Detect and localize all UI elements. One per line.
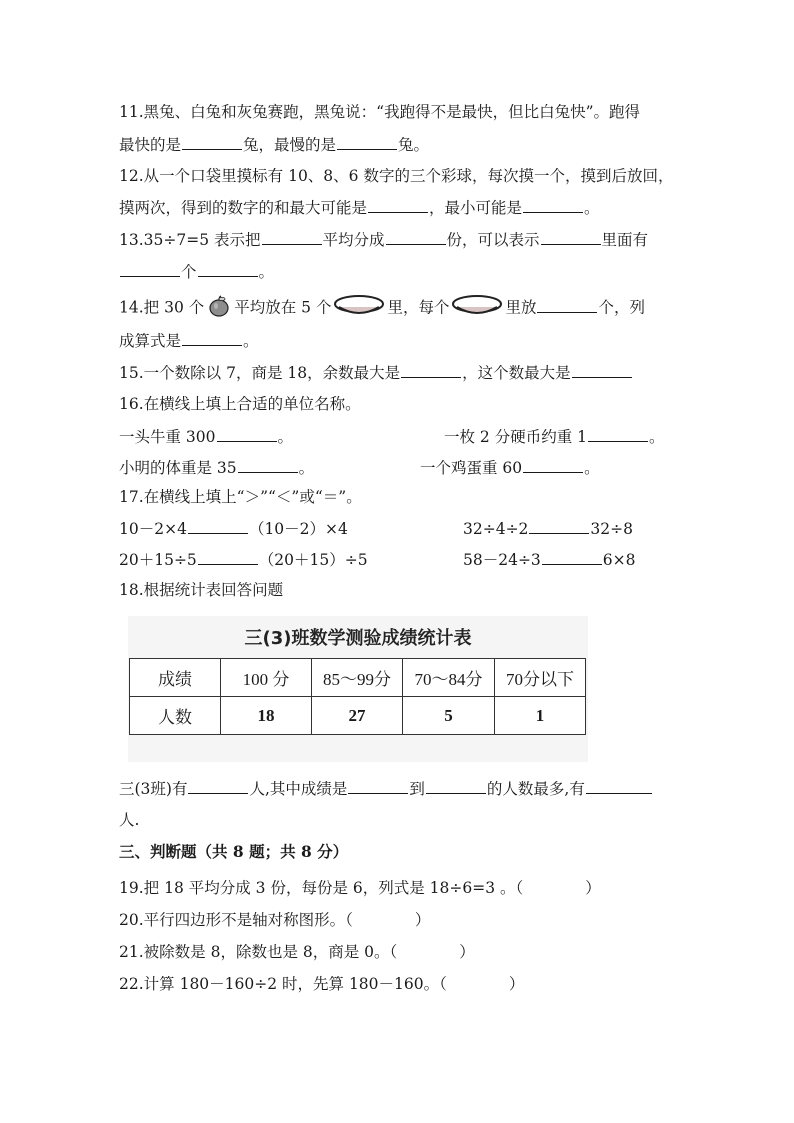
table-cell: 27 [312, 697, 403, 735]
q12-line1: 12.从一个口袋里摸标有 10、8、6 数字的三个彩球，每次摸一个，摸到后放回， [119, 167, 674, 185]
q11-line2: 最快的是 兔，最慢的是 兔。 [119, 136, 430, 154]
answer-blank[interactable] [426, 778, 486, 794]
table-header-cell: 成绩 [130, 659, 221, 697]
answer-blank[interactable] [262, 229, 322, 245]
answer-blank[interactable] [588, 426, 648, 442]
table-header-cell: 100 分 [221, 659, 312, 697]
answer-blank[interactable] [238, 457, 298, 473]
plate-icon [451, 293, 503, 324]
q13-line1: 13.35÷7=5 表示把 平均分成 份，可以表示 里面有 [119, 231, 649, 249]
apple-icon [208, 295, 230, 322]
answer-blank[interactable] [523, 457, 583, 473]
stats-table-figure [128, 616, 588, 762]
q12-line2: 摸两次，得到的数字的和最大可能是 ，最小可能是 。 [119, 199, 600, 217]
q21: 21.被除数是 8，除数也是 8，商是 0。（ ） [119, 943, 475, 961]
answer-blank[interactable] [337, 134, 397, 150]
table-cell: 人数 [130, 697, 221, 735]
answer-blank[interactable] [386, 229, 446, 245]
table-cell: 5 [403, 697, 495, 735]
q18-title: 18.根据统计表回答问题 [119, 581, 284, 599]
answer-blank[interactable] [586, 778, 652, 794]
q17-row1-right: 32÷4÷2 32÷8 [463, 520, 633, 538]
section-heading: 三、判断题（共 8 题；共 8 分） [119, 842, 349, 861]
q11-line1: 11.黑兔、白兔和灰兔赛跑，黑兔说：“我跑得不是最快，但比白兔快”。跑得 [119, 103, 641, 121]
q16-row2-right: 一个鸡蛋重 60 。 [420, 459, 600, 477]
q22: 22.计算 180－160÷2 时，先算 180－160。（ ） [119, 975, 525, 993]
q16-row2-left: 小明的体重是 35 。 [119, 459, 315, 477]
answer-blank[interactable] [198, 261, 258, 277]
answer-blank[interactable] [188, 778, 248, 794]
q17-title: 17.在横线上填上“＞”“＜”或“＝”。 [119, 488, 362, 506]
answer-blank[interactable] [198, 549, 258, 565]
table-header-row [130, 659, 586, 697]
stats-table [129, 658, 586, 735]
table-cell: 1 [495, 697, 586, 735]
answer-blank[interactable] [217, 426, 277, 442]
q14-line1: 14.把 30 个 平均放在 5 个 里，每个 里放 个，列 [119, 293, 645, 324]
answer-blank[interactable] [348, 778, 408, 794]
q14-line2: 成算式是 。 [119, 332, 259, 350]
plate-icon [333, 293, 385, 324]
table-row [130, 697, 586, 735]
answer-blank[interactable] [368, 197, 428, 213]
q16-title: 16.在横线上填上合适的单位名称。 [119, 395, 361, 413]
answer-blank[interactable] [572, 362, 632, 378]
q16-row1-right: 一枚 2 分硬币约重 1 。 [444, 428, 665, 446]
answer-blank[interactable] [541, 229, 601, 245]
q20: 20.平行四边形不是轴对称图形。（ ） [119, 911, 431, 929]
q13-line2: 个 。 [119, 261, 274, 282]
table-header-cell: 85～99分 [312, 659, 403, 697]
answer-blank[interactable] [523, 197, 583, 213]
answer-blank[interactable] [401, 362, 461, 378]
q16-row1-left: 一头牛重 300 。 [119, 428, 294, 446]
q15-line: 15.一个数除以 7，商是 18，余数最大是 ，这个数最大是 [119, 362, 633, 383]
answer-blank[interactable] [120, 261, 180, 277]
q17-row1-left: 10－2×4 （10－2）×4 [119, 520, 348, 538]
q18-answer-line2: 人. [119, 811, 140, 829]
answer-blank[interactable] [182, 134, 242, 150]
q19: 19.把 18 平均分成 3 份，每份是 6，列式是 18÷6=3 。（ ） [119, 879, 601, 897]
table-cell: 18 [221, 697, 312, 735]
answer-blank[interactable] [537, 297, 597, 313]
q17-row2-right: 58－24÷3 6×8 [463, 551, 636, 569]
answer-blank[interactable] [529, 518, 589, 534]
answer-blank[interactable] [188, 518, 248, 534]
table-header-cell: 70～84分 [403, 659, 495, 697]
table-title: 三(3)班数学测验成绩统计表 [244, 628, 472, 649]
answer-blank[interactable] [182, 330, 242, 346]
answer-blank[interactable] [542, 549, 602, 565]
q17-row2-left: 20＋15÷5 （20＋15）÷5 [119, 551, 368, 569]
q18-answer-line1: 三(3班)有 人,其中成绩是 到 的人数最多,有 [119, 778, 653, 799]
table-header-cell: 70分以下 [495, 659, 586, 697]
